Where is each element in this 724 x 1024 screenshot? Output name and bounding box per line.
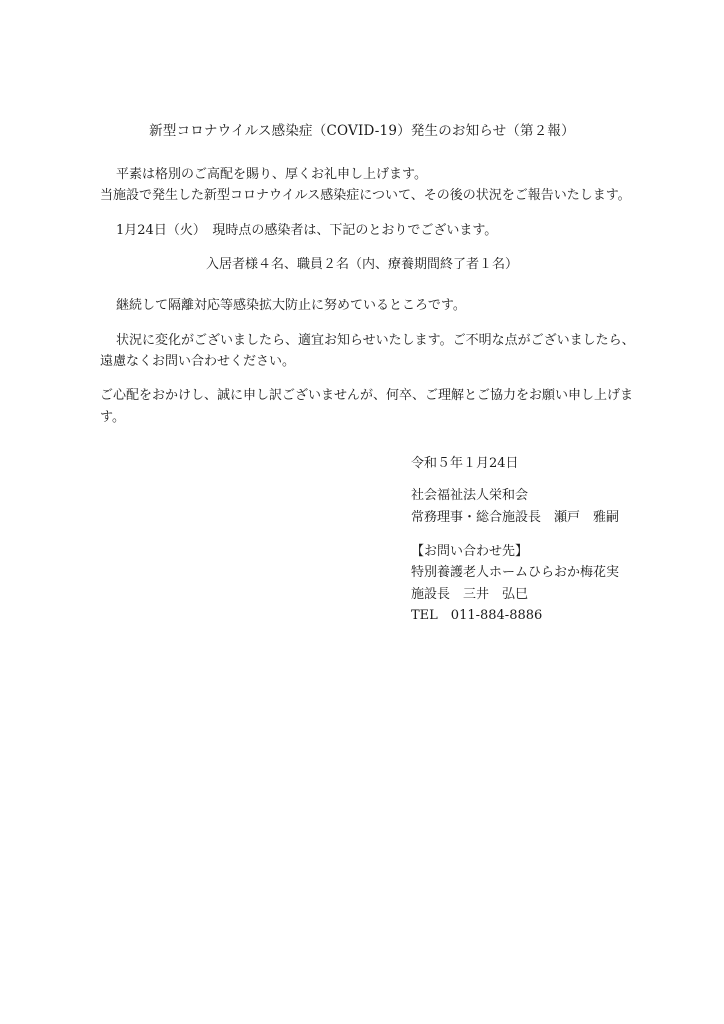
signature-representative: 常務理事・総合施設長 瀬戸 雅嗣 xyxy=(411,510,620,525)
contact-tel: TEL 011-884-8886 xyxy=(411,608,543,623)
contact-heading: 【お問い合わせ先】 xyxy=(411,544,529,559)
notice-title: 新型コロナウイルス感染症（COVID-19）発生のお知らせ（第２報） xyxy=(149,123,575,139)
contact-facility: 特別養護老人ホームひらおか梅花実 xyxy=(411,565,620,580)
contact-director: 施設長 三井 弘巳 xyxy=(411,587,529,602)
signature-date: 令和５年１月24日 xyxy=(411,456,519,471)
apology-line-1: ご心配をおかけし、誠に申し訳ございませんが、何卒、ご理解とご協力をお願い申し上げま xyxy=(100,388,634,403)
change-line-2: 遠慮なくお問い合わせください。 xyxy=(100,354,296,369)
greeting-line-2: 当施設で発生した新型コロナウイルス感染症について、その後の状況をご報告いたします。 xyxy=(100,188,631,203)
continue-line: 継続して隔離対応等感染拡大防止に努めているところです。 xyxy=(116,298,466,313)
change-line-1: 状況に変化がございましたら、適宜お知らせいたします。ご不明な点がございましたら、 xyxy=(116,333,635,348)
status-line: 1月24日（火） 現時点の感染者は、下記のとおりでございます。 xyxy=(116,223,498,238)
infected-summary: 入居者様４名、職員２名（内、療養期間終了者１名） xyxy=(205,257,518,272)
apology-line-2: す。 xyxy=(100,410,125,425)
greeting-line-1: 平素は格別のご高配を賜り、厚くお礼申し上げます。 xyxy=(116,167,427,182)
signature-organization: 社会福祉法人栄和会 xyxy=(411,488,529,503)
